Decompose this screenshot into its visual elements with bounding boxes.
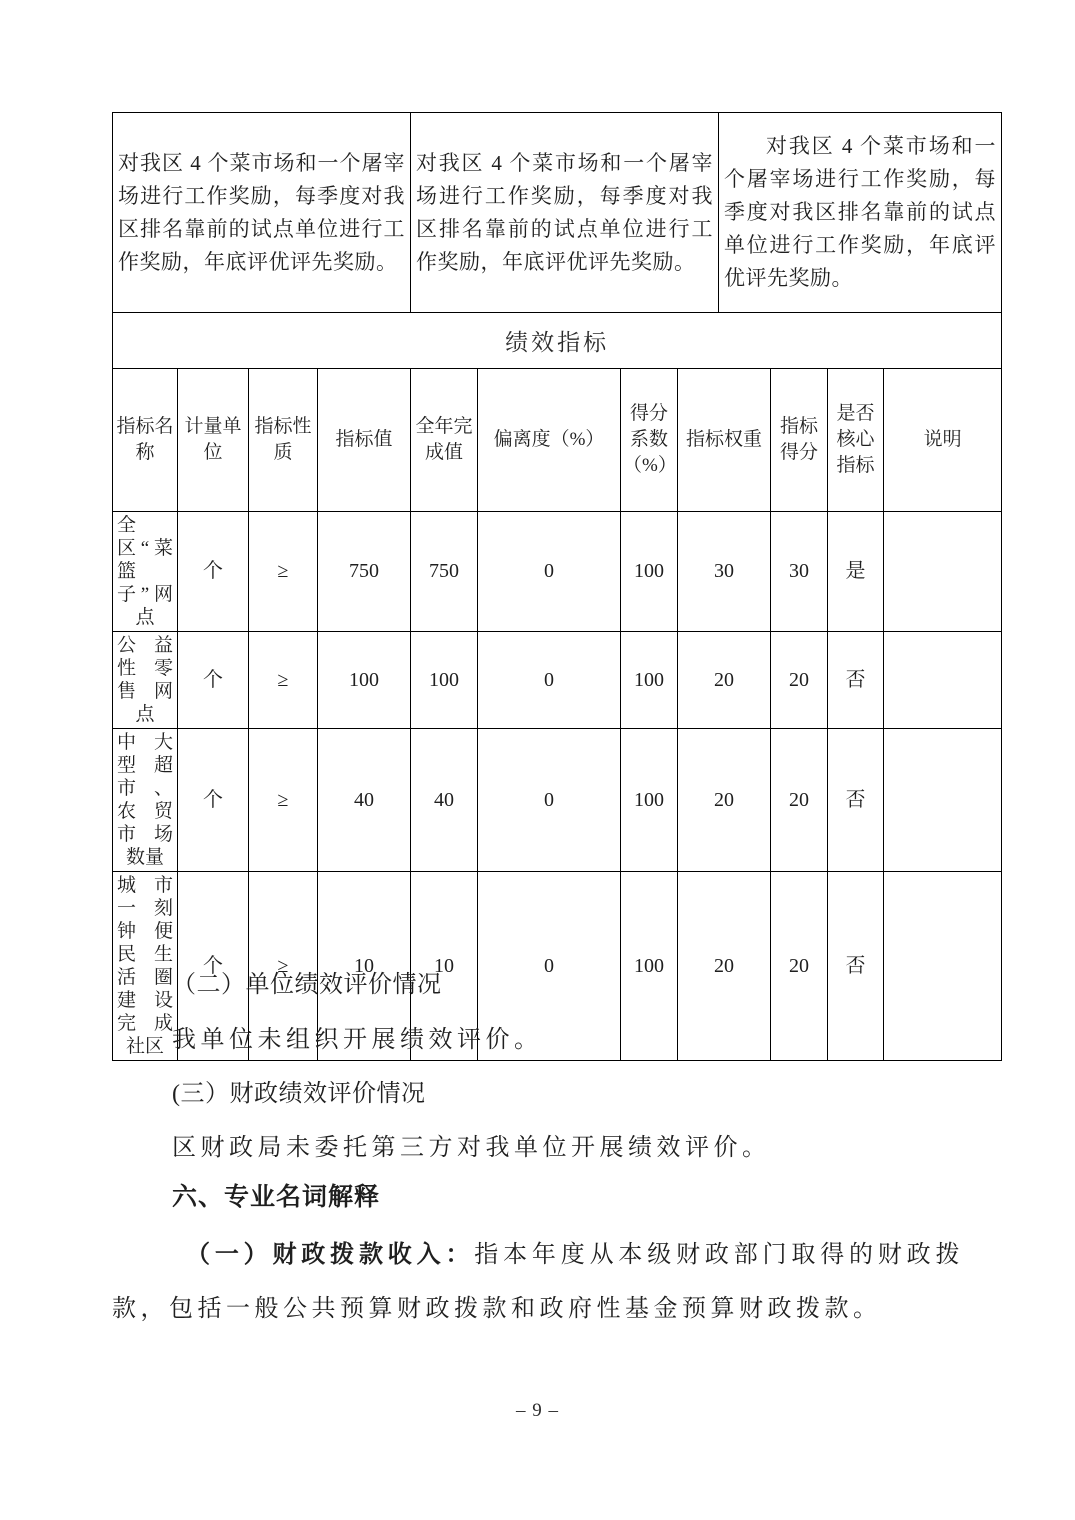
cell-score-coefficient: 100: [621, 872, 678, 1061]
cell-weight: 20: [678, 729, 771, 872]
cell-deviation: 0: [478, 512, 621, 632]
cell-score-coefficient: 100: [621, 729, 678, 872]
section-heading-terminology: 六、专业名词解释: [172, 1183, 381, 1211]
cell-indicator-name: 城市一刻钟便民生活圈建设完成社区: [113, 872, 178, 1061]
section-heading-unit-evaluation: （二）单位绩效评价情况: [172, 972, 442, 998]
header-deviation: 偏离度（%）: [478, 369, 621, 512]
cell-core-indicator: 否: [828, 632, 884, 729]
cell-note: [884, 729, 1002, 872]
section-heading-fiscal-evaluation: (三）财政绩效评价情况: [172, 1081, 426, 1107]
cell-weight: 20: [678, 632, 771, 729]
table-header-row: [113, 369, 1002, 512]
cell-annual-completed: 100: [411, 632, 478, 729]
header-unit: 计量单位: [178, 369, 249, 512]
performance-indicators-table: [112, 312, 1002, 1061]
cell-score: 20: [771, 872, 828, 1061]
cell-annual-completed: 10: [411, 872, 478, 1061]
cell-score-coefficient: 100: [621, 632, 678, 729]
cell-nature: ≥: [249, 632, 318, 729]
cell-unit: 个: [178, 729, 249, 872]
cell-nature: ≥: [249, 512, 318, 632]
reward-cell-1: [113, 113, 411, 313]
table-row: [113, 313, 1002, 369]
cell-deviation: 0: [478, 729, 621, 872]
cell-core-indicator: 否: [828, 872, 884, 1061]
cell-note: [884, 512, 1002, 632]
cell-annual-completed: 750: [411, 512, 478, 632]
table-row: [113, 729, 1002, 872]
cell-target-value: 750: [318, 512, 411, 632]
reward-cell-3: [719, 113, 1002, 313]
cell-note: [884, 872, 1002, 1061]
page-number: – 9 –: [516, 1400, 559, 1421]
cell-unit: 个: [178, 632, 249, 729]
cell-target-value: 100: [318, 632, 411, 729]
reward-table: [112, 112, 1002, 313]
cell-score-coefficient: 100: [621, 512, 678, 632]
header-weight: 指标权重: [678, 369, 771, 512]
cell-weight: 20: [678, 872, 771, 1061]
tables-wrap: [112, 112, 1001, 1061]
reward-text-1: 对我区 4 个菜市场和一个屠宰场进行工作奖励，每季度对我区排名靠前的试点单位进行工作奖励，年底评优评先奖励。: [118, 150, 405, 274]
table-row: [113, 512, 1002, 632]
term-definition-line1: [112, 1238, 964, 1272]
cell-target-value: 40: [318, 729, 411, 872]
cell-core-indicator: 是: [828, 512, 884, 632]
header-note: 说明: [884, 369, 1002, 512]
cell-weight: 30: [678, 512, 771, 632]
cell-nature: ≥: [249, 729, 318, 872]
cell-deviation: 0: [478, 872, 621, 1061]
table-row: [113, 632, 1002, 729]
cell-indicator-name: 公益性零售网点: [113, 632, 178, 729]
header-core-indicator: 是否核心指标: [828, 369, 884, 512]
cell-note: [884, 632, 1002, 729]
cell-annual-completed: 40: [411, 729, 478, 872]
cell-deviation: 0: [478, 632, 621, 729]
cell-indicator-name: 中大型超市、农贸市场数量: [113, 729, 178, 872]
paragraph-fiscal-evaluation: 区财政局未委托第三方对我单位开展绩效评价。: [172, 1135, 771, 1161]
paragraph-unit-evaluation: 我单位未组织开展绩效评价。: [172, 1027, 543, 1053]
term-label: （一）财政拨款收入：: [186, 1242, 475, 1268]
cell-target-value: 10: [318, 872, 411, 1061]
reward-cell-2: [411, 113, 719, 313]
header-nature: 指标性质: [249, 369, 318, 512]
performance-table-title: 绩效指标: [113, 313, 1002, 369]
reward-text-3: 对我区 4 个菜市场和一个屠宰场进行工作奖励，每季度对我区排名靠前的试点单位进行工作奖励，年底评优评先奖励。: [724, 134, 996, 290]
cell-core-indicator: 否: [828, 729, 884, 872]
cell-indicator-name: 全区“菜篮子”网点: [113, 512, 178, 632]
header-score-coefficient: 得分系数（%）: [621, 369, 678, 512]
header-indicator-name: 指标名称: [113, 369, 178, 512]
header-score: 指标得分: [771, 369, 828, 512]
reward-text-2: 对我区 4 个菜市场和一个屠宰场进行工作奖励，每季度对我区排名靠前的试点单位进行工作奖励，年底评优评先奖励。: [416, 150, 713, 274]
header-annual-completed: 全年完成值: [411, 369, 478, 512]
cell-unit: 个: [178, 872, 249, 1061]
cell-unit: 个: [178, 512, 249, 632]
cell-score: 20: [771, 729, 828, 872]
cell-score: 20: [771, 632, 828, 729]
cell-score: 30: [771, 512, 828, 632]
cell-nature: ≥: [249, 872, 318, 1061]
header-target-value: 指标值: [318, 369, 411, 512]
table-row: [113, 113, 1002, 313]
term-text: 指本年度从本级财政部门取得的财政拨: [474, 1242, 965, 1268]
term-definition-line2: 款，包括一般公共预算财政拨款和政府性基金预算财政拨款。: [112, 1296, 882, 1322]
